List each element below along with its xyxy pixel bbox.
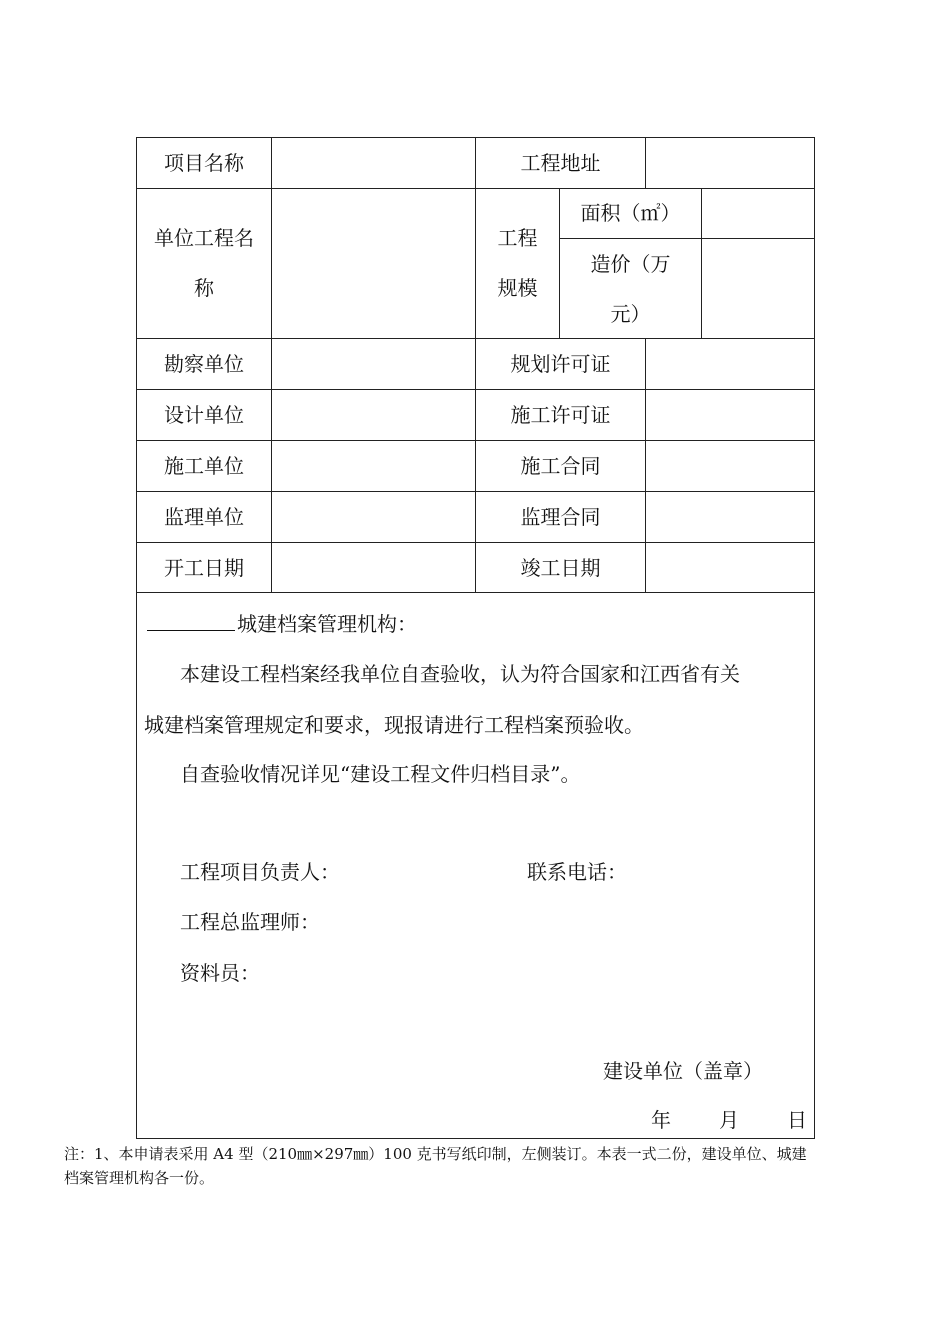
- day-label: 日: [787, 1108, 807, 1132]
- construction-contract-field[interactable]: [646, 441, 814, 491]
- scale-label: [476, 188, 559, 338]
- construction-unit-label: 施工单位: [164, 454, 244, 478]
- planning-permit-label: 规划许可证: [510, 352, 611, 376]
- design-unit-field[interactable]: [272, 390, 475, 440]
- start-date-field[interactable]: [272, 543, 475, 592]
- footnote-line2: 档案管理机构各一份。: [64, 1169, 215, 1187]
- cost-label-line1: 造价（万: [590, 251, 671, 276]
- month-label: 月: [719, 1108, 739, 1132]
- unit-project-name-field[interactable]: [272, 188, 475, 338]
- addressee-line: [147, 608, 417, 637]
- scale-label-line1: 工程: [497, 226, 538, 250]
- project-name-field[interactable]: [272, 138, 475, 188]
- unit-project-name-label-line1: 单位工程名: [154, 226, 254, 250]
- construction-contract-label: 施工合同: [520, 454, 601, 478]
- cost-field[interactable]: [702, 239, 814, 338]
- para1-line2: 城建档案管理规定和要求，现报请进行工程档案预验收。: [144, 713, 644, 737]
- area-label: 面积（㎡）: [580, 201, 681, 225]
- archivist-label: 资料员：: [180, 961, 260, 985]
- project-manager-label: 工程项目负责人：: [180, 860, 340, 884]
- planning-permit-field[interactable]: [646, 339, 814, 389]
- project-address-field[interactable]: [646, 138, 814, 188]
- area-field[interactable]: [702, 188, 814, 238]
- supervision-contract-field[interactable]: [646, 492, 814, 542]
- seal-label: 建设单位（盖章）: [603, 1059, 763, 1083]
- project-address-label: 工程地址: [520, 151, 601, 175]
- chief-supervisor-label: 工程总监理师：: [180, 910, 320, 934]
- application-form: [136, 137, 815, 1139]
- survey-unit-label: 勘察单位: [164, 352, 244, 376]
- addressee-blank[interactable]: [147, 612, 235, 631]
- supervision-unit-label: 监理单位: [164, 505, 244, 529]
- construction-permit-label: 施工许可证: [510, 403, 611, 427]
- addressee-text: 城建档案管理机构：: [237, 612, 417, 636]
- year-label: 年: [651, 1108, 671, 1132]
- construction-permit-field[interactable]: [646, 390, 814, 440]
- cost-label-line2: 元）: [610, 301, 651, 326]
- footnote: [64, 1142, 894, 1190]
- supervision-contract-label: 监理合同: [520, 505, 601, 529]
- cost-label: [560, 239, 701, 338]
- para1-line1: 本建设工程档案经我单位自查验收，认为符合国家和江西省有关: [180, 662, 740, 686]
- construction-unit-field[interactable]: [272, 441, 475, 491]
- completion-date-label: 竣工日期: [520, 555, 601, 580]
- start-date-label: 开工日期: [164, 555, 244, 580]
- survey-unit-field[interactable]: [272, 339, 475, 389]
- unit-project-name-label: [137, 188, 271, 338]
- scale-label-line2: 规模: [497, 276, 538, 300]
- phone-label: 联系电话：: [527, 860, 627, 884]
- completion-date-field[interactable]: [646, 543, 814, 592]
- footnote-line1: 注：1、本申请表采用 A4 型（210㎜×297㎜）100 克书写纸印制，左侧装订。本表一式二份，建设单位、城建: [64, 1145, 807, 1163]
- unit-project-name-label-line2: 称: [194, 276, 214, 300]
- para2: 自查验收情况详见“建设工程文件归档目录”。: [180, 762, 581, 786]
- project-name-label: 项目名称: [164, 151, 244, 175]
- design-unit-label: 设计单位: [164, 403, 244, 427]
- supervision-unit-field[interactable]: [272, 492, 475, 542]
